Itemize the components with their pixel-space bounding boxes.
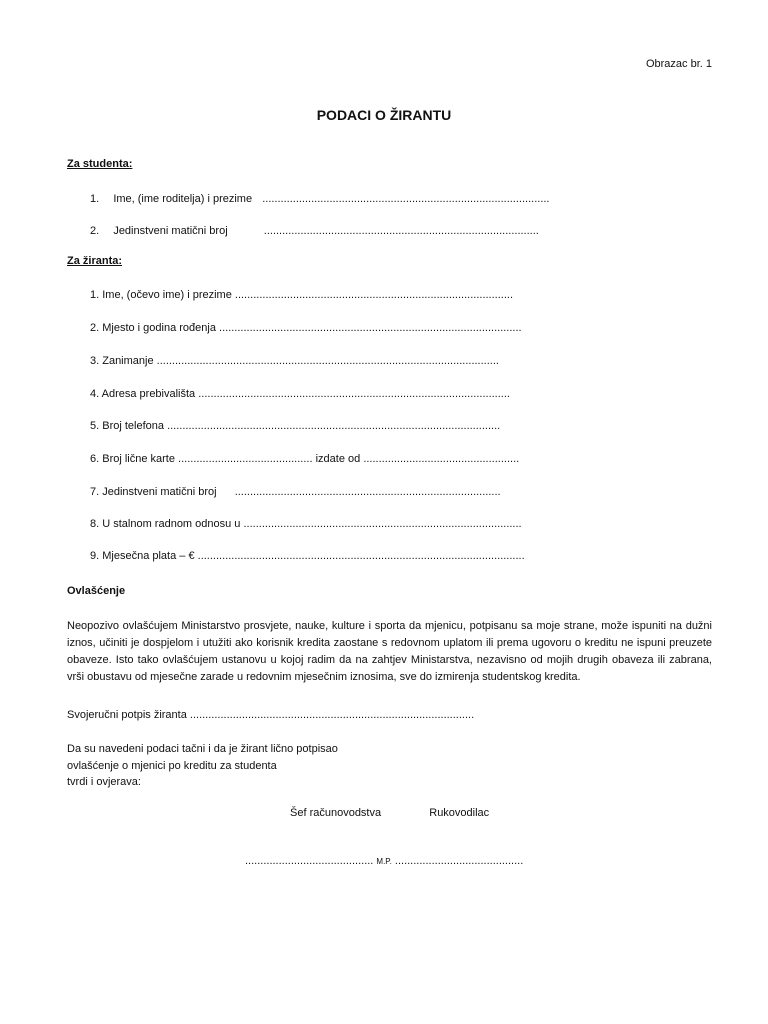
field-label: 7. Jedinstveni matični broj [90,486,217,498]
form-number: Obrazac br. 1 [645,58,712,70]
signature-line[interactable]: ............................................................................................. [189,709,475,721]
signature-label: Svojeručni potpis žiranta [67,709,187,721]
director-signature-line[interactable]: .......................................... [394,855,524,867]
field-label: 3. Zanimanje [90,355,154,367]
employment-field [90,518,522,530]
issued-by-label: izdate od [315,453,361,465]
head-of-accounting-label: Šef računovodstva [290,807,382,819]
certification-line: tvrdi i ovjerava: [67,776,141,788]
address-field [90,388,510,400]
student-name-input-line[interactable]: .............................................................................................. [262,193,550,205]
salary-field [90,550,525,562]
field-label: 5. Broj telefona [90,420,164,432]
certification-line: ovlašćenje o mjenici po kreditu za studenta [67,759,277,772]
certification-text [67,741,338,791]
id-card-field [90,453,519,465]
guarantor-id-number-input-line[interactable]: ....................................................................................... [234,486,501,498]
field-number: 2. [90,225,100,237]
field-label: Jedinstveni matični broj [113,225,228,237]
field-label: 2. Mjesto i godina rođenja [90,322,216,334]
guarantor-name-input-line[interactable]: ........................................................................................... [234,289,514,301]
id-card-input-line[interactable]: ............................................ [178,453,313,465]
phone-field [90,420,500,432]
guarantor-section-heading: Za žiranta: [67,255,123,267]
field-label: 6. Broj lične karte [90,453,175,465]
student-section-heading: Za studenta: [67,158,133,170]
occupation-field [90,355,499,367]
student-name-field [90,193,549,205]
field-number: 1. [90,193,100,205]
phone-input-line[interactable]: ............................................................................................................. [167,420,501,432]
student-id-input-line[interactable]: .......................................................................................... [263,225,539,237]
page-title: PODACI O ŽIRANTU [316,107,452,123]
stamp-placeholder: M.P. [376,857,392,866]
guarantor-id-number-field [90,486,501,498]
address-input-line[interactable]: ...................................................................................................... [198,388,510,400]
field-label: 9. Mjesečna plata – € [90,550,195,562]
field-label: 4. Adresa prebivališta [90,388,196,400]
signatory-labels [290,807,489,819]
guarantor-signature-field [67,709,474,721]
field-label: 1. Ime, (očevo ime) i prezime [90,289,232,301]
accounting-signature-line[interactable]: .......................................... [245,855,374,867]
guarantor-name-field [90,289,513,301]
occupation-input-line[interactable]: ................................................................................................................ [156,355,499,367]
salary-input-line[interactable]: ........................................................................................................... [197,550,525,562]
birthplace-input-line[interactable]: ................................................................................................... [219,322,522,334]
authorization-heading: Ovlašćenje [67,585,126,597]
birthplace-field [90,322,522,334]
director-label: Rukovodilac [429,807,490,819]
certification-line: Da su navedeni podaci tačni i da je žirant lično potpisao [67,743,338,755]
field-label: 8. U stalnom radnom odnosu u [90,518,241,530]
issued-by-input-line[interactable]: ................................................... [363,453,520,465]
authorization-text: Neopozivo ovlašćujem Ministarstvo prosvjete, nauke, kulture i sporta da mjenicu, potpisanu sa moje strane, može ispuniti na dužni iznos, učiniti je dospjelom i utužiti ako korisnik kredita zaostane s redovnom uplatom ili prema ugovoru o kreditu ne ispuni preuzete obaveze. Isto tako ovlašćujem ustanovu u kojoj radim da na zahtjev Ministarstva, nezavisno od mojih drugih obaveza ili zabrana, vrši obustavu od mjesečne zarade u redovnim mjesečnim iznosima, sve do izmirenja studentskog kredita. [67,620,712,683]
field-label: Ime, (ime roditelja) i prezime [113,193,253,205]
stamp-signature-line [245,855,523,867]
student-id-field [90,225,539,237]
employment-input-line[interactable]: ........................................................................................... [243,518,522,530]
